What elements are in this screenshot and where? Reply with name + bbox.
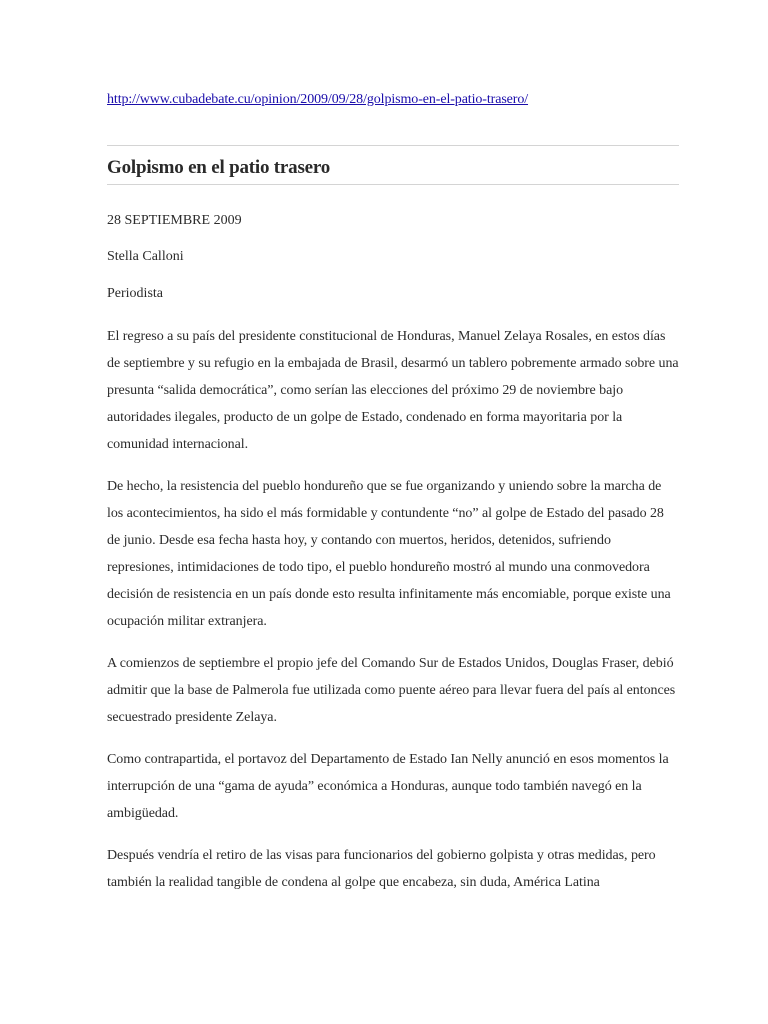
article-paragraph: El regreso a su país del presidente constitucional de Honduras, Manuel Zelaya Rosales, en estos días de septiembre y su refugio en la embajada de Brasil, desarmó un tablero pobremente armado sobre una presunta “salida democrática”, como serían las elecciones del próximo 29 de noviembre bajo autoridades ilegales, producto de un golpe de Estado, condenado en forma mayoritaria por la comunidad internacional. bbox=[107, 329, 679, 452]
article-paragraph: Como contrapartida, el portavoz del Departamento de Estado Ian Nelly anunció en esos momentos la interrupción de una “gama de ayuda” económica a Honduras, aunque todo también navegó en la ambigüedad. bbox=[107, 752, 669, 821]
article-date: 28 SEPTIEMBRE 2009 bbox=[107, 213, 242, 228]
article-title: Golpismo en el patio trasero bbox=[107, 157, 331, 178]
article-paragraph: Después vendría el retiro de las visas para funcionarios del gobierno golpista y otras medidas, pero también la realidad tangible de condena al golpe que encabeza, sin duda, América Latina bbox=[107, 848, 656, 890]
author-role: Periodista bbox=[107, 286, 163, 301]
article-body bbox=[107, 323, 679, 911]
article-paragraph: A comienzos de septiembre el propio jefe del Comando Sur de Estados Unidos, Douglas Fraser, debió admitir que la base de Palmerola fue utilizada como puente aéreo para llevar fuera del país al entonces secuestrado presidente Zelaya. bbox=[107, 656, 676, 725]
article-author: Stella Calloni bbox=[107, 249, 184, 264]
title-top-divider bbox=[107, 145, 679, 146]
article-paragraph: De hecho, la resistencia del pueblo hondureño que se fue organizando y uniendo sobre la marcha de los acontecimientos, ha sido el más formidable y contundente “no” al golpe de Estado del pasado 28 de junio. Desde esa fecha hasta hoy, y contando con muertos, heridos, detenidos, sufriendo represiones, intimidaciones de todo tipo, el pueblo hondureño mostró al mundo una conmovedora decisión de resistencia en un país donde esto resulta infinitamente más encomiable, porque existe una ocupación militar extranjera. bbox=[107, 479, 671, 629]
source-url-link[interactable]: http://www.cubadebate.cu/opinion/2009/09/28/golpismo-en-el-patio-trasero/ bbox=[107, 92, 529, 107]
title-bottom-divider bbox=[107, 184, 679, 185]
